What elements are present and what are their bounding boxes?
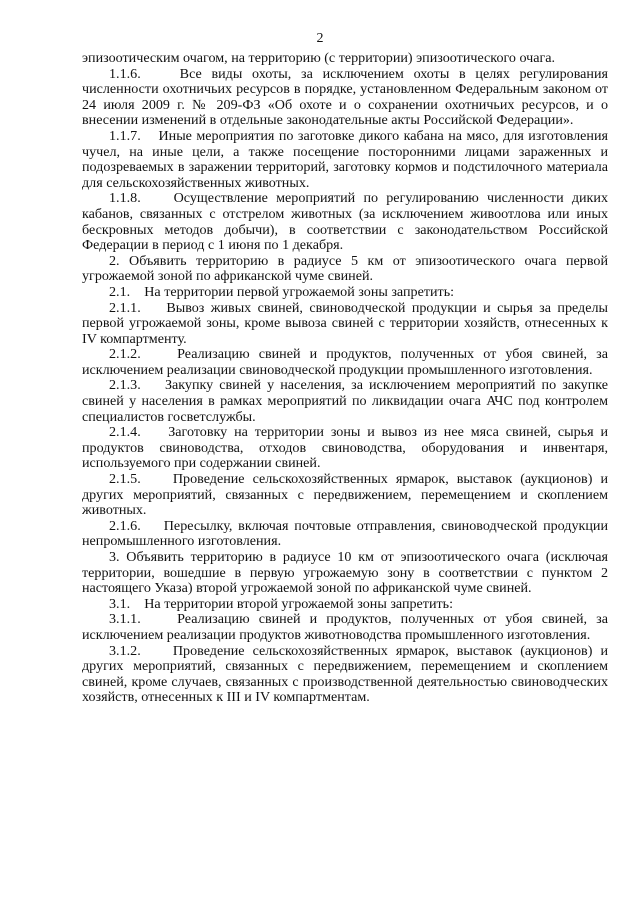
paragraph-1-1-8: 1.1.8. Осуществление мероприятий по регулированию численности диких кабанов, связанных с отстрелом животных (за исключением живоотлова или иных бескровных методов добычи), в соответствии с законодательством Российской Федерации в период с 1 июня по 1 декабря.: [82, 190, 608, 254]
paragraph-2-1-5: 2.1.5. Проведение сельскохозяйственных ярмарок, выставок (аукционов) и других мероприятий, связанных с передвижением, перемещением и скоплением животных.: [82, 471, 608, 519]
paragraph-2-1-2: 2.1.2. Реализацию свиней и продуктов, полученных от убоя свиней, за исключением реализации свиноводческой продукции промышленного изготовления.: [82, 346, 608, 378]
page-number: 2: [316, 31, 324, 46]
paragraph-3-1-1: 3.1.1. Реализацию свиней и продуктов, полученных от убоя свиней, за исключением реализации продуктов животноводства промышленного изготовления.: [82, 611, 608, 643]
paragraph-2: 2. Объявить территорию в радиусе 5 км от эпизоотического очага первой угрожаемой зоной по африканской чуме свиней.: [82, 252, 608, 285]
paragraph-2-1: 2.1. На территории первой угрожаемой зоны запретить:: [109, 283, 455, 300]
paragraph-1-1-7: 1.1.7. Иные мероприятия по заготовке дикого кабана на мясо, для изготовления чучел, на иные цели, а также посещение посторонними лицами зараженных и подозреваемых в заражении территорий, заготовку кормов и подстилочного материала для сельскохозяйственных животных.: [82, 127, 608, 191]
paragraph-1-1-6: 1.1.6. Все виды охоты, за исключением охоты в целях регулирования численности охотничьих ресурсов в порядке, установленном Федеральным законом от 24 июля 2009 г. № 209-ФЗ «Об охоте и о сохранении охотничьих ресурсов, и о внесении изменений в отдельные законодательные акты Российской Федерации».: [82, 65, 608, 129]
paragraph-2-1-1: 2.1.1. Вывоз живых свиней, свиноводческой продукции и сырья за пределы первой угрожаемой зоны, кроме вывоза свиней с территории хозяйств, отнесенных к IV компартменту.: [82, 299, 608, 347]
paragraph-3-1-2: 3.1.2. Проведение сельскохозяйственных ярмарок, выставок (аукционов) и других мероприятий, связанных с передвижением, перемещением и скоплением свиней, кроме случаев, связанных с производственной деятельностью свиноводческих хозяйств, отнесенных к III и IV компартментам.: [82, 642, 608, 706]
document-body: [82, 51, 608, 706]
paragraph-3-1: 3.1. На территории второй угрожаемой зоны запретить:: [109, 595, 454, 612]
paragraph-3: 3. Объявить территорию в радиусе 10 км от эпизоотического очага (исключая территории, вошедшие в первую угрожаемую зону в соответствии с пунктом 2 настоящего Указа) второй угрожаемой зоной по африканской чуме свиней.: [82, 549, 608, 597]
paragraph-2-1-6: 2.1.6. Пересылку, включая почтовые отправления, свиноводческой продукции непромышленного изготовления.: [82, 517, 608, 550]
paragraph-2-1-4: 2.1.4. Заготовку на территории зоны и вывоз из нее мяса свиней, сырья и продуктов свиноводства, отходов свиноводства, оборудования и инвентаря, используемого при содержании свиней.: [82, 424, 608, 472]
paragraph-continuation: эпизоотическим очагом, на территорию (с территории) эпизоотического очага.: [82, 50, 556, 66]
paragraph-2-1-3: 2.1.3. Закупку свиней у населения, за исключением мероприятий по закупке свиней у населения в рамках мероприятий по ликвидации очага АЧС под контролем специалистов госветслужбы.: [82, 377, 608, 425]
